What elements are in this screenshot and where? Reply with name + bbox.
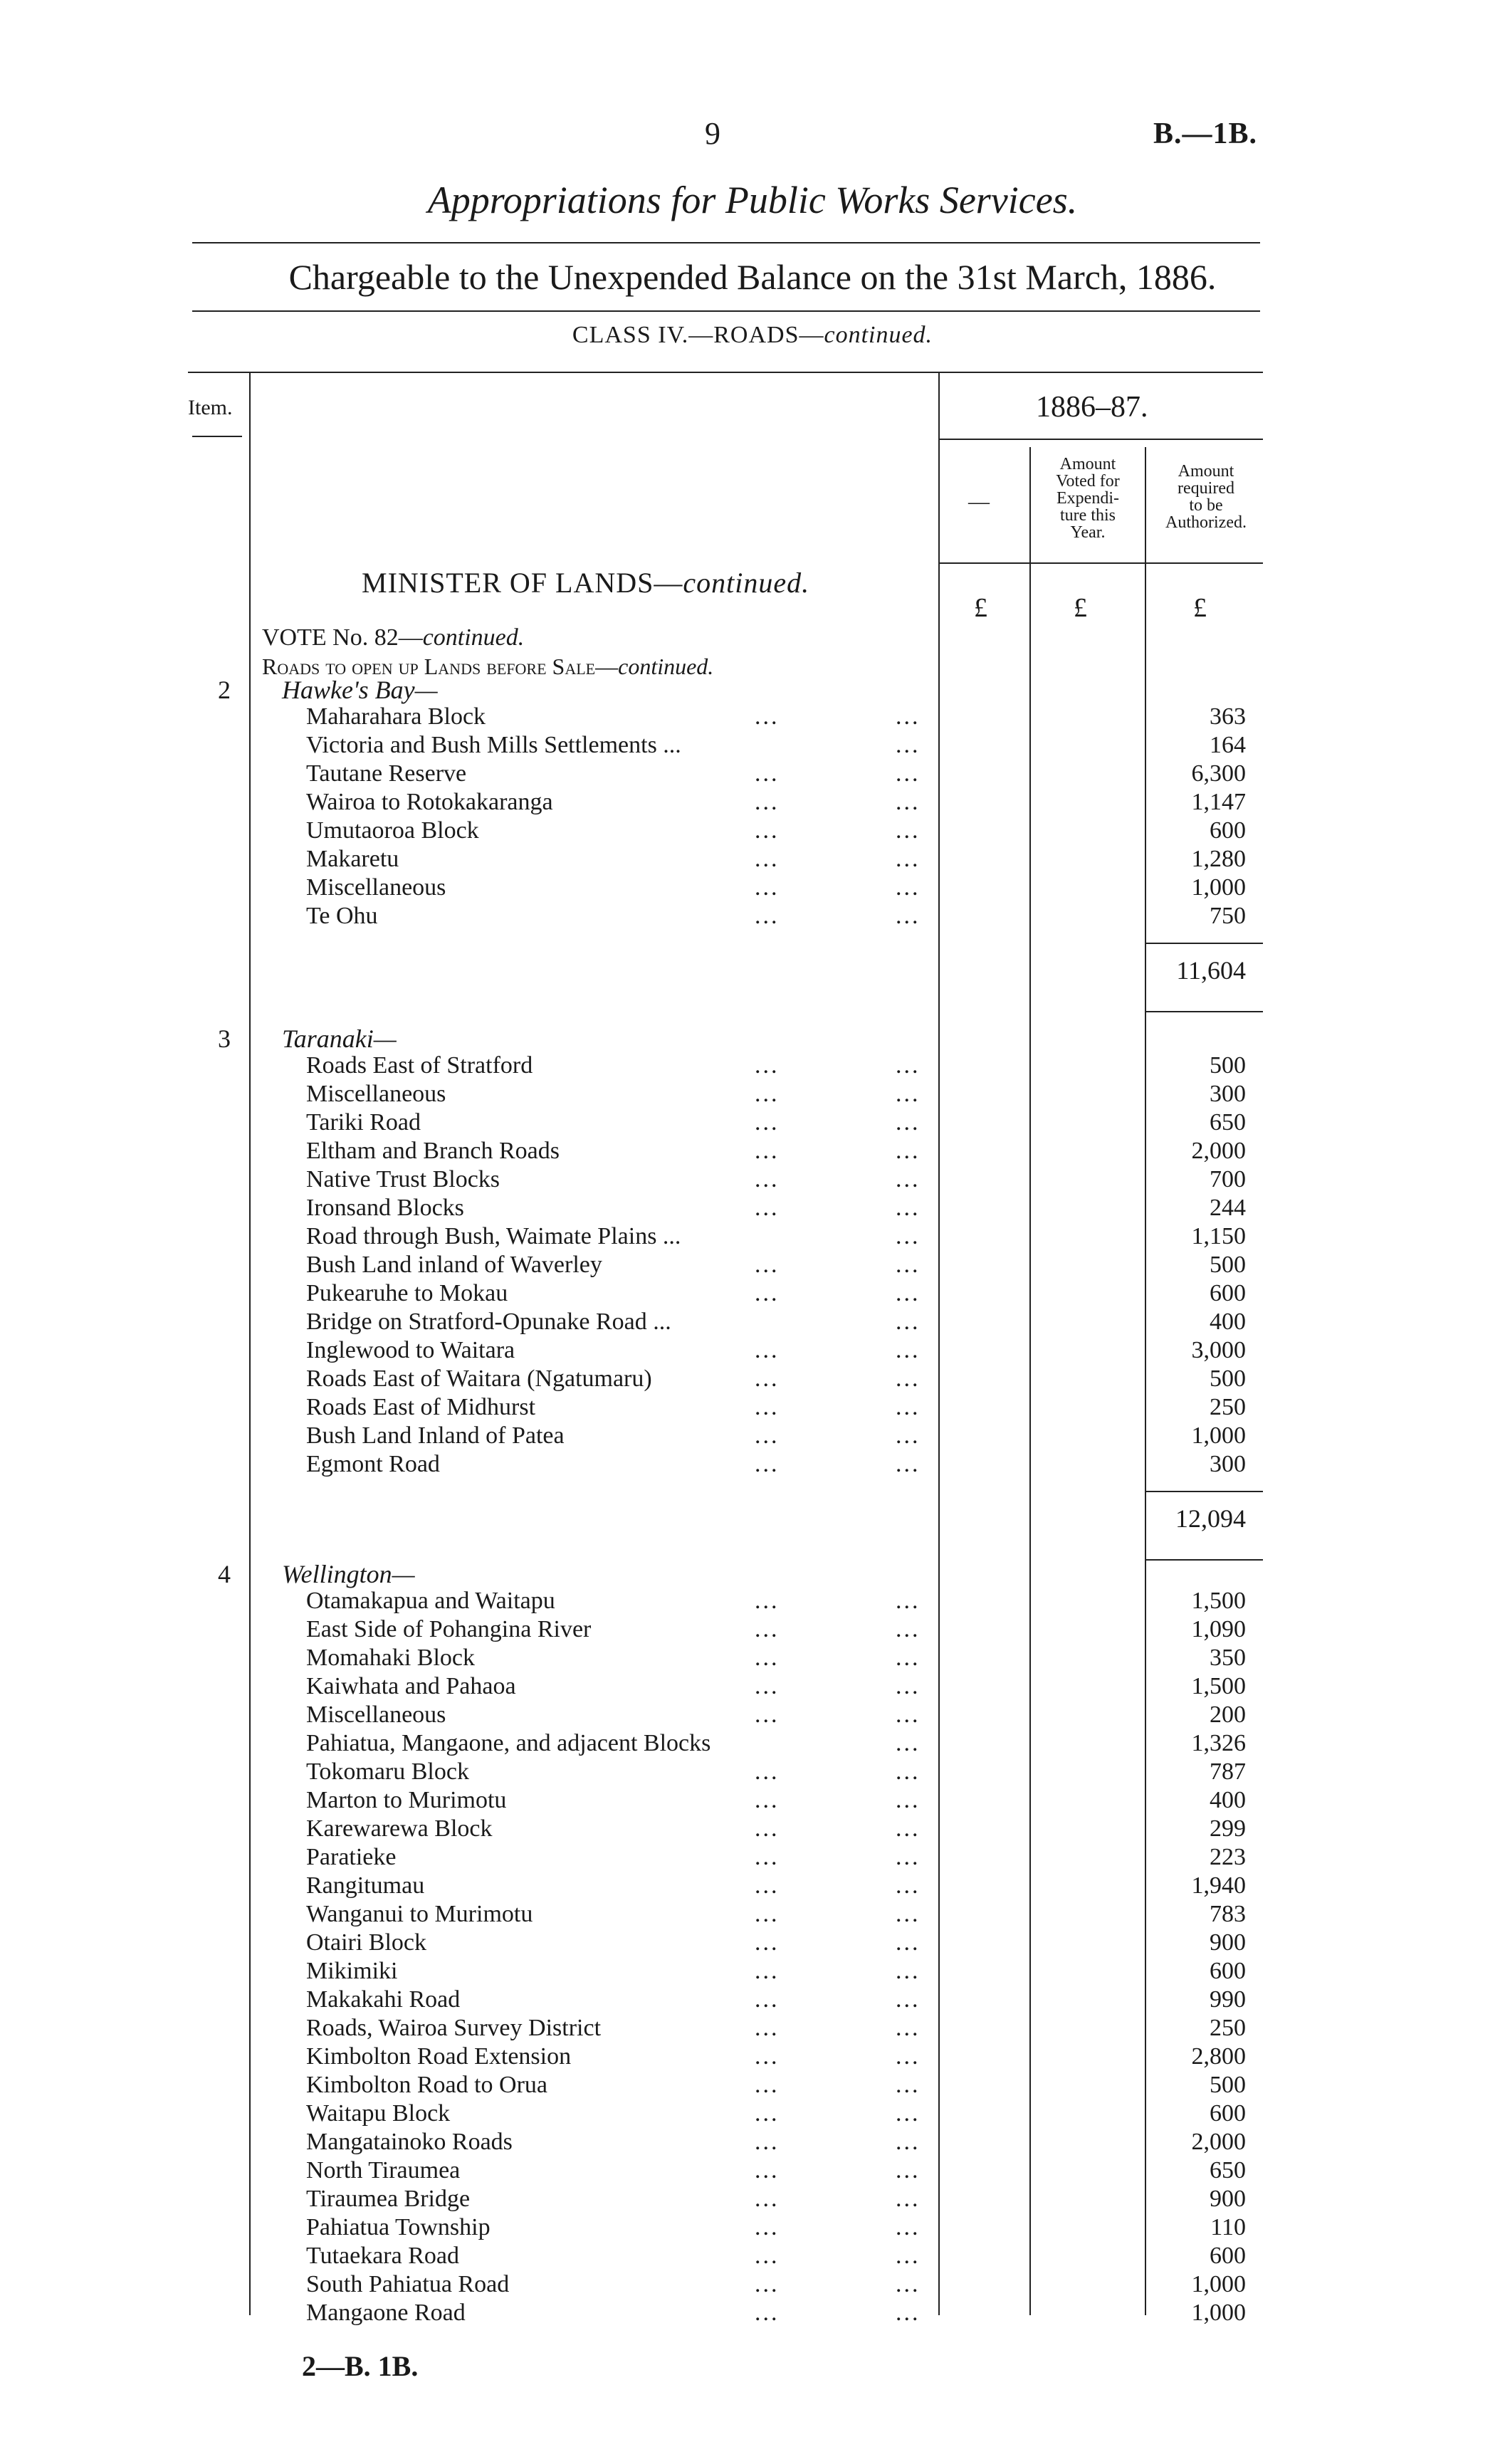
leader-dots: ... [896, 1052, 921, 1079]
entry-amount: 110 [1210, 2214, 1246, 2240]
leader-dots: ... [896, 1337, 921, 1363]
leader-dots: ... [755, 1758, 780, 1785]
entry-amount: 1,326 [1191, 1730, 1246, 1756]
leader-dots: ... [896, 2186, 921, 2212]
leader-dots: ... [896, 1616, 921, 1642]
section-total: 11,604 [1176, 956, 1246, 985]
entry-amount: 650 [1210, 1109, 1246, 1136]
entry-label: Roads East of Waitara (Ngatumaru) [306, 1365, 652, 1392]
entry-label: Roads East of Stratford [306, 1052, 533, 1079]
entry-amount: 299 [1210, 1815, 1246, 1842]
leader-dots: ... [755, 1422, 780, 1449]
entry-label: Miscellaneous [306, 1702, 446, 1728]
leader-dots: ... [755, 1138, 780, 1164]
leader-dots: ... [896, 874, 921, 901]
entry-label: Maharahara Block [306, 703, 486, 730]
leader-dots: ... [755, 1645, 780, 1671]
leader-dots: ... [896, 1138, 921, 1164]
entry-label: Road through Bush, Waimate Plains ... [306, 1223, 681, 1249]
entry-amount: 1,000 [1191, 2271, 1246, 2297]
leader-dots: ... [896, 1451, 921, 1477]
entry-label: Tutaekara Road [306, 2243, 459, 2269]
leader-dots: ... [755, 1958, 780, 1984]
year-header-rule [938, 439, 1263, 440]
entry-label: Mangatainoko Roads [306, 2129, 513, 2155]
leader-dots: ... [755, 1901, 780, 1927]
leader-dots: ... [755, 760, 780, 787]
leader-dots: ... [896, 760, 921, 787]
leader-dots: ... [896, 2043, 921, 2070]
leader-dots: ... [896, 1422, 921, 1449]
leader-dots: ... [755, 1166, 780, 1192]
leader-dots: ... [755, 703, 780, 730]
leader-dots: ... [896, 1758, 921, 1785]
leader-dots: ... [896, 1929, 921, 1956]
entry-label: Te Ohu [306, 903, 378, 929]
entry-label: Miscellaneous [306, 1081, 446, 1107]
leader-dots: ... [755, 1394, 780, 1420]
entry-amount: 787 [1210, 1758, 1246, 1785]
description-column-divider [938, 372, 940, 2315]
leader-dots: ... [896, 1673, 921, 1699]
entry-amount: 200 [1210, 1702, 1246, 1728]
leader-dots: ... [896, 1309, 921, 1335]
entry-label: Tiraumea Bridge [306, 2186, 471, 2212]
leader-dots: ... [755, 1588, 780, 1614]
item-header-rule [192, 436, 242, 437]
leader-dots: ... [896, 1787, 921, 1813]
entry-label: Pahiatua, Mangaone, and adjacent Blocks [306, 1730, 711, 1756]
entry-label: Bridge on Stratford-Opunake Road ... [306, 1309, 671, 1335]
leader-dots: ... [896, 846, 921, 872]
leader-dots: ... [755, 1365, 780, 1392]
entry-label: Kimbolton Road to Orua [306, 2072, 548, 2098]
leader-dots: ... [755, 2129, 780, 2155]
entry-label: Egmont Road [306, 1451, 440, 1477]
entry-amount: 6,300 [1191, 760, 1246, 787]
leader-dots: ... [755, 2243, 780, 2269]
entry-label: South Pahiatua Road [306, 2271, 510, 2297]
entry-amount: 3,000 [1191, 1337, 1246, 1363]
entry-label: Marton to Murimotu [306, 1787, 507, 1813]
entry-amount: 250 [1210, 2015, 1246, 2041]
leader-dots: ... [755, 1844, 780, 1870]
item-column-divider [249, 372, 251, 2315]
leader-dots: ... [755, 1702, 780, 1728]
roads-heading: Roads to open up Lands before Sale—continued. [262, 654, 714, 679]
leader-dots: ... [896, 1872, 921, 1899]
entry-label: Otamakapua and Waitapu [306, 1588, 555, 1614]
leader-dots: ... [755, 2100, 780, 2127]
leader-dots: ... [755, 1052, 780, 1079]
entry-label: Bush Land inland of Waverley [306, 1252, 602, 1278]
leader-dots: ... [896, 789, 921, 815]
entry-amount: 244 [1210, 1195, 1246, 1221]
leader-dots: ... [755, 817, 780, 844]
leader-dots: ... [896, 1223, 921, 1249]
entry-label: Makaretu [306, 846, 399, 872]
entry-amount: 1,000 [1191, 2300, 1246, 2326]
column-dash: — [968, 490, 990, 513]
subtotal-top-rule [1145, 943, 1263, 944]
leader-dots: ... [755, 2015, 780, 2041]
entry-label: Miscellaneous [306, 874, 446, 901]
entry-amount: 600 [1210, 2243, 1246, 2269]
leader-dots: ... [755, 1252, 780, 1278]
leader-dots: ... [896, 1394, 921, 1420]
entry-label: Inglewood to Waitara [306, 1337, 515, 1363]
entry-amount: 400 [1210, 1787, 1246, 1813]
entry-label: Kaiwhata and Pahaoa [306, 1673, 516, 1699]
entry-amount: 1,147 [1191, 789, 1246, 815]
entry-label: Paratieke [306, 1844, 397, 1870]
entry-amount: 1,500 [1191, 1588, 1246, 1614]
entry-label: Makakahi Road [306, 1986, 461, 2013]
entry-label: Rangitumau [306, 1872, 425, 1899]
leader-dots: ... [755, 789, 780, 815]
leader-dots: ... [755, 2043, 780, 2070]
entry-label: Native Trust Blocks [306, 1166, 500, 1192]
voted-column-divider [1029, 447, 1031, 2315]
entry-label: Karewarewa Block [306, 1815, 493, 1842]
section-heading: Hawke's Bay— [282, 676, 438, 704]
entry-amount: 2,000 [1191, 1138, 1246, 1164]
entry-amount: 500 [1210, 1252, 1246, 1278]
item-number: 4 [218, 1560, 231, 1588]
entry-amount: 783 [1210, 1901, 1246, 1927]
entry-label: Ironsand Blocks [306, 1195, 464, 1221]
page-title: Appropriations for Public Works Services. [427, 179, 1078, 221]
leader-dots: ... [755, 1872, 780, 1899]
leader-dots: ... [755, 1280, 780, 1306]
leader-dots: ... [896, 1081, 921, 1107]
amount-required-header: Amount required to be Authorized. [1165, 462, 1247, 532]
entry-label: Eltham and Branch Roads [306, 1138, 560, 1164]
entry-amount: 363 [1210, 703, 1246, 730]
leader-dots: ... [755, 874, 780, 901]
leader-dots: ... [896, 1365, 921, 1392]
entry-label: Victoria and Bush Mills Settlements ... [306, 732, 681, 758]
entry-label: Kimbolton Road Extension [306, 2043, 572, 2070]
section-total: 12,094 [1175, 1504, 1246, 1533]
vote-heading: VOTE No. 82—continued. [262, 624, 525, 651]
table-top-rule [188, 372, 1263, 373]
leader-dots: ... [896, 2300, 921, 2326]
entry-amount: 1,940 [1191, 1872, 1246, 1899]
leader-dots: ... [896, 2157, 921, 2183]
entry-amount: 900 [1210, 2186, 1246, 2212]
leader-dots: ... [755, 2072, 780, 2098]
leader-dots: ... [896, 1280, 921, 1306]
entry-amount: 250 [1210, 1394, 1246, 1420]
leader-dots: ... [896, 2100, 921, 2127]
leader-dots: ... [755, 2271, 780, 2297]
document-reference: B.—1B. [1153, 117, 1258, 150]
title-rule [192, 242, 1260, 243]
leader-dots: ... [755, 1815, 780, 1842]
entry-amount: 1,150 [1191, 1223, 1246, 1249]
leader-dots: ... [896, 2214, 921, 2240]
subtotal-bottom-rule [1145, 1559, 1263, 1561]
entry-label: North Tiraumea [306, 2157, 461, 2183]
leader-dots: ... [755, 1081, 780, 1107]
subtotal-top-rule [1145, 1491, 1263, 1492]
leader-dots: ... [755, 1109, 780, 1136]
leader-dots: ... [896, 2271, 921, 2297]
pound-sign-2: £ [1074, 593, 1087, 623]
entry-amount: 500 [1210, 2072, 1246, 2098]
leader-dots: ... [896, 1166, 921, 1192]
entry-amount: 1,090 [1191, 1616, 1246, 1642]
entry-amount: 1,280 [1191, 846, 1246, 872]
leader-dots: ... [896, 1588, 921, 1614]
entry-amount: 990 [1210, 1986, 1246, 2013]
leader-dots: ... [755, 1337, 780, 1363]
leader-dots: ... [755, 1787, 780, 1813]
entry-amount: 1,000 [1191, 874, 1246, 901]
item-number: 2 [218, 676, 231, 704]
entry-amount: 750 [1210, 903, 1246, 929]
leader-dots: ... [896, 2129, 921, 2155]
leader-dots: ... [755, 846, 780, 872]
leader-dots: ... [896, 1986, 921, 2013]
entry-label: Roads, Wairoa Survey District [306, 2015, 602, 2041]
class-heading-main: CLASS IV.—ROADS— [572, 322, 824, 348]
entry-amount: 500 [1210, 1052, 1246, 1079]
entry-amount: 700 [1210, 1166, 1246, 1192]
entry-amount: 2,800 [1191, 2043, 1246, 2070]
pound-sign-1: £ [974, 593, 987, 623]
pound-sign-3: £ [1193, 593, 1207, 623]
leader-dots: ... [896, 817, 921, 844]
entry-label: Wairoa to Rotokakaranga [306, 789, 553, 815]
entry-label: Pahiatua Township [306, 2214, 491, 2240]
leader-dots: ... [896, 1645, 921, 1671]
entry-label: Otairi Block [306, 1929, 427, 1956]
page-subtitle: Chargeable to the Unexpended Balance on the 31st March, 1886. [288, 257, 1217, 297]
leader-dots: ... [755, 2300, 780, 2326]
leader-dots: ... [755, 2214, 780, 2240]
entry-amount: 300 [1210, 1081, 1246, 1107]
entry-amount: 500 [1210, 1365, 1246, 1392]
footer-signature: 2—B. 1B. [302, 2350, 419, 2382]
year-header: 1886–87. [1036, 391, 1148, 424]
entry-amount: 900 [1210, 1929, 1246, 1956]
entry-label: Roads East of Midhurst [306, 1394, 536, 1420]
entry-label: Umutaoroa Block [306, 817, 479, 844]
item-number: 3 [218, 1024, 231, 1053]
entry-label: Mikimiki [306, 1958, 398, 1984]
class-heading-suffix: continued. [824, 322, 933, 348]
entry-amount: 600 [1210, 817, 1246, 844]
column-header-rule [938, 562, 1263, 564]
leader-dots: ... [755, 903, 780, 929]
subtitle-rule [192, 310, 1260, 312]
entry-label: Wanganui to Murimotu [306, 1901, 533, 1927]
leader-dots: ... [896, 1901, 921, 1927]
leader-dots: ... [896, 1252, 921, 1278]
entry-amount: 400 [1210, 1309, 1246, 1335]
leader-dots: ... [896, 1109, 921, 1136]
entry-amount: 600 [1210, 1280, 1246, 1306]
leader-dots: ... [896, 1195, 921, 1221]
entry-amount: 600 [1210, 1958, 1246, 1984]
entry-amount: 300 [1210, 1451, 1246, 1477]
entry-label: Bush Land Inland of Patea [306, 1422, 565, 1449]
entry-label: Tautane Reserve [306, 760, 467, 787]
entry-label: Tokomaru Block [306, 1758, 469, 1785]
entry-label: Waitapu Block [306, 2100, 451, 2127]
section-heading: Taranaki— [282, 1024, 397, 1053]
leader-dots: ... [896, 1702, 921, 1728]
entry-label: Pukearuhe to Mokau [306, 1280, 508, 1306]
item-column-header: Item. [188, 396, 233, 419]
entry-amount: 2,000 [1191, 2129, 1246, 2155]
leader-dots: ... [896, 1730, 921, 1756]
leader-dots: ... [896, 2015, 921, 2041]
entry-label: Momahaki Block [306, 1645, 476, 1671]
class-heading [0, 322, 1505, 349]
leader-dots: ... [755, 1616, 780, 1642]
leader-dots: ... [755, 1986, 780, 2013]
leader-dots: ... [755, 1195, 780, 1221]
entry-amount: 600 [1210, 2100, 1246, 2127]
entry-amount: 223 [1210, 1844, 1246, 1870]
section-heading: Wellington— [282, 1560, 415, 1588]
entry-label: East Side of Pohangina River [306, 1616, 592, 1642]
leader-dots: ... [755, 1673, 780, 1699]
leader-dots: ... [755, 2157, 780, 2183]
entry-label: Tariki Road [306, 1109, 421, 1136]
leader-dots: ... [755, 1929, 780, 1956]
entry-amount: 1,500 [1191, 1673, 1246, 1699]
leader-dots: ... [896, 732, 921, 758]
leader-dots: ... [896, 2072, 921, 2098]
leader-dots: ... [755, 2186, 780, 2212]
leader-dots: ... [755, 1451, 780, 1477]
page-number: 9 [705, 116, 720, 151]
leader-dots: ... [896, 1844, 921, 1870]
entry-label: Mangaone Road [306, 2300, 466, 2326]
leader-dots: ... [896, 2243, 921, 2269]
leader-dots: ... [896, 703, 921, 730]
amount-voted-header: Amount Voted for Expendi- ture this Year. [1056, 455, 1120, 542]
leader-dots: ... [896, 1815, 921, 1842]
entry-amount: 350 [1210, 1645, 1246, 1671]
subtotal-bottom-rule [1145, 1011, 1263, 1012]
entry-amount: 1,000 [1191, 1422, 1246, 1449]
entry-amount: 650 [1210, 2157, 1246, 2183]
leader-dots: ... [896, 1958, 921, 1984]
entry-amount: 164 [1210, 732, 1246, 758]
leader-dots: ... [896, 903, 921, 929]
minister-heading: MINISTER OF LANDS—continued. [362, 567, 810, 599]
